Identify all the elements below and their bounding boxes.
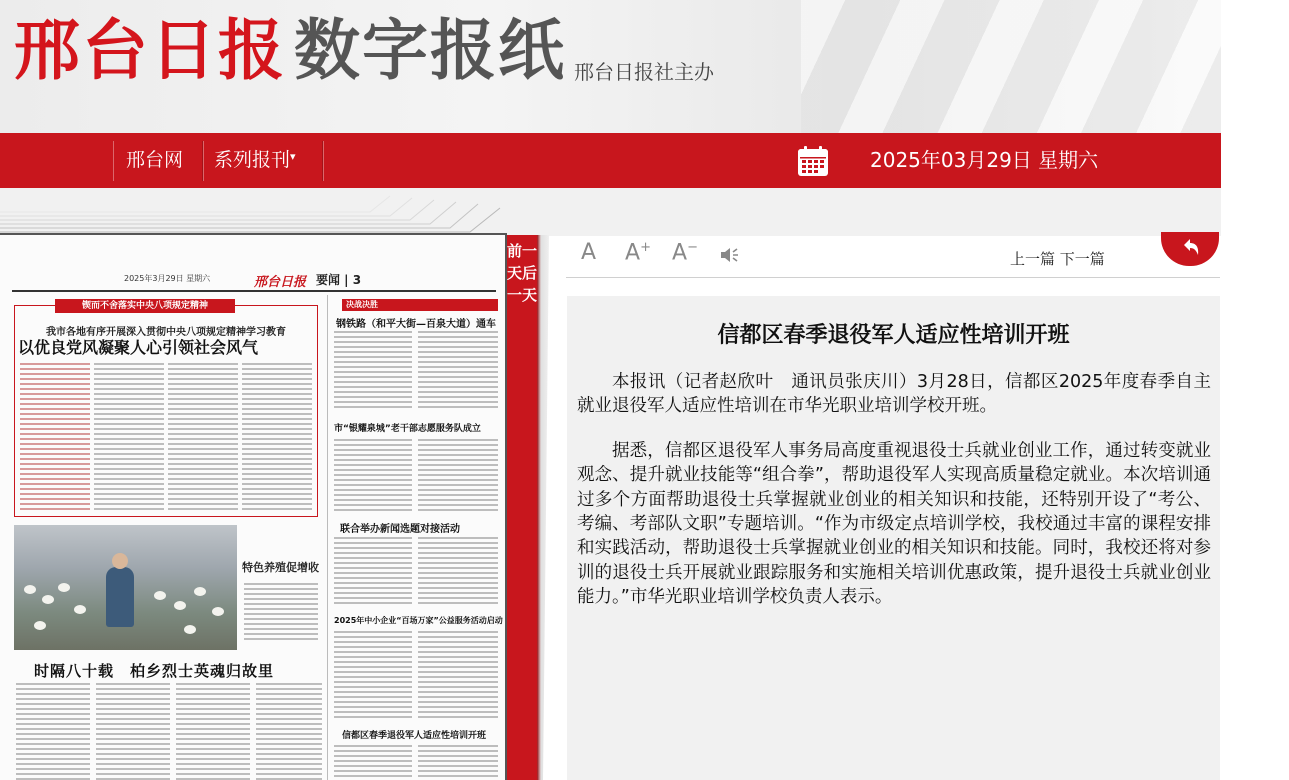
paper-feature-tag: 锲而不舍落实中央八项规定精神	[55, 299, 235, 313]
photo-detail	[74, 605, 86, 614]
paper-column-rule	[327, 295, 328, 780]
photo-detail	[112, 553, 128, 569]
paper-photo[interactable]	[14, 525, 237, 650]
site-header	[0, 0, 1221, 133]
paper-text-block	[334, 631, 412, 719]
photo-detail	[194, 587, 206, 596]
article-title: 信都区春季退役军人适应性培训开班	[717, 323, 1070, 348]
paper-logo: 邢台日报	[254, 275, 307, 290]
tab-fold-shadow	[537, 235, 557, 780]
nav-divider	[323, 141, 324, 181]
calendar-icon[interactable]	[797, 145, 829, 177]
paper-section: 要闻 | 3	[316, 273, 362, 287]
paper-text-block	[176, 683, 250, 780]
paper-text-block	[20, 363, 90, 513]
top-navbar	[0, 133, 1221, 188]
paper-text-block	[168, 363, 238, 513]
minus-icon: −	[687, 240, 698, 255]
return-arrow-icon	[1179, 236, 1203, 260]
article-paragraph: 据悉，信都区退役军人事务局高度重视退役士兵就业创业工作，通过转变就业观念、提升就业技能等“组合拳”，帮助退役军人实现高质量稳定就业。本次培训通过多个方面帮助退役士兵掌握就业创业的相关知识和技能，还特别开设了“考公、考编、考部队文职”专题培训。“作为市级定点培训学校，我校通过丰富的课程安排和实践活动，帮助退役士兵掌握就业创业的相关知识和技能。同时，我校还将对参训的退役士兵开展就业跟踪服务和实施相关培训优惠政策，提升退役士兵就业创业能力。”市华光职业培训学校负责人表示。	[577, 440, 1211, 608]
paper-text-block	[334, 439, 412, 511]
paper-text-block	[16, 683, 90, 780]
photo-detail	[24, 585, 36, 594]
paper-text-block	[96, 683, 170, 780]
font-decrease-label: A	[672, 240, 688, 266]
prev-article-link[interactable]: 上一篇	[1010, 250, 1056, 268]
article-pager	[1010, 248, 1105, 269]
paper-text-block	[334, 331, 412, 411]
paper-text-block	[418, 745, 498, 780]
next-article-link[interactable]: 下一篇	[1059, 250, 1105, 268]
paper-text-block	[418, 331, 498, 411]
paper-right-head-1[interactable]: 钢铁路（和平大街—百泉大道）通车	[336, 319, 496, 330]
paper-text-block	[334, 745, 412, 780]
paper-text-block	[418, 631, 498, 719]
nav-dropdown-series[interactable]	[204, 133, 306, 188]
paper-text-block	[418, 439, 498, 511]
nav-divider	[113, 141, 114, 181]
photo-detail	[42, 595, 54, 604]
article-body	[577, 370, 1211, 630]
photo-detail	[34, 621, 46, 630]
nav-dropdown-label: 系列报刊	[214, 149, 291, 171]
font-increase-label: A	[625, 240, 641, 266]
paper-text-block	[94, 363, 164, 513]
logo-xingtai-daily[interactable]: 邢台日报	[14, 11, 286, 89]
article-toolbar	[566, 236, 1220, 278]
paper-stack-decoration	[0, 188, 1221, 236]
paper-kicker: 我市各地有序开展深入贯彻中央八项规定精神学习教育	[46, 327, 286, 338]
paper-stack-icon	[0, 188, 560, 236]
paper-text-block	[256, 683, 322, 780]
font-increase-button[interactable]	[625, 240, 651, 265]
logo-digital-newspaper: 数字报纸	[294, 11, 566, 89]
photo-detail	[154, 591, 166, 600]
plus-icon: +	[640, 240, 651, 255]
photo-detail	[212, 607, 224, 616]
photo-detail	[106, 567, 134, 627]
paper-text-block	[418, 537, 498, 607]
paper-dateline: 2025年3月29日 星期六	[124, 274, 211, 283]
paper-text-block	[334, 537, 412, 607]
header-subtitle: 邢台日报社主办	[574, 60, 714, 84]
paper-photo-caption: 特色养殖促增收	[242, 561, 319, 574]
paper-rule	[12, 290, 496, 292]
article-panel	[567, 296, 1220, 780]
font-normal-button[interactable]	[581, 240, 596, 265]
font-decrease-button[interactable]	[672, 240, 698, 265]
paper-right-head-3[interactable]: 联合举办新闻选题对接活动	[340, 524, 460, 535]
current-date: 2025年03月29日 星期六	[870, 148, 1099, 172]
paper-text-block	[242, 363, 312, 513]
newspaper-page-thumbnail[interactable]	[0, 233, 507, 780]
paper-right-head-4[interactable]: 2025年中小企业“百场万家”公益服务活动启动	[334, 616, 503, 625]
prev-next-day-tab[interactable]	[507, 235, 537, 780]
article-paragraph: 本报讯（记者赵欣叶 通讯员张庆川）3月28日，信都区2025年度春季自主就业退役军人适应性培训在市华光职业培训学校开班。	[577, 372, 1211, 417]
paper-headline[interactable]: 以优良党风凝聚人心引领社会风气	[18, 338, 259, 357]
paper-right-head-2[interactable]: 市“银耀泉城”老干部志愿服务队成立	[334, 424, 481, 434]
chevron-down-icon: ▾	[290, 150, 296, 163]
photo-detail	[58, 583, 70, 592]
photo-detail	[174, 601, 186, 610]
photo-detail	[184, 625, 196, 634]
paper-right-head-5[interactable]: 信都区春季退役军人适应性培训开班	[342, 731, 487, 741]
paper-text-block	[244, 583, 318, 643]
paper-right-tag: 决战决胜	[342, 299, 498, 311]
paper-headline-2[interactable]: 时隔八十载 柏乡烈士英魂归故里	[34, 662, 275, 680]
nav-link-xingtai-net[interactable]: 邢台网	[126, 149, 184, 171]
prev-next-day-label[interactable]: 前一天后一天	[507, 242, 538, 304]
speaker-icon[interactable]	[719, 245, 741, 265]
font-normal-label: A	[581, 240, 597, 265]
